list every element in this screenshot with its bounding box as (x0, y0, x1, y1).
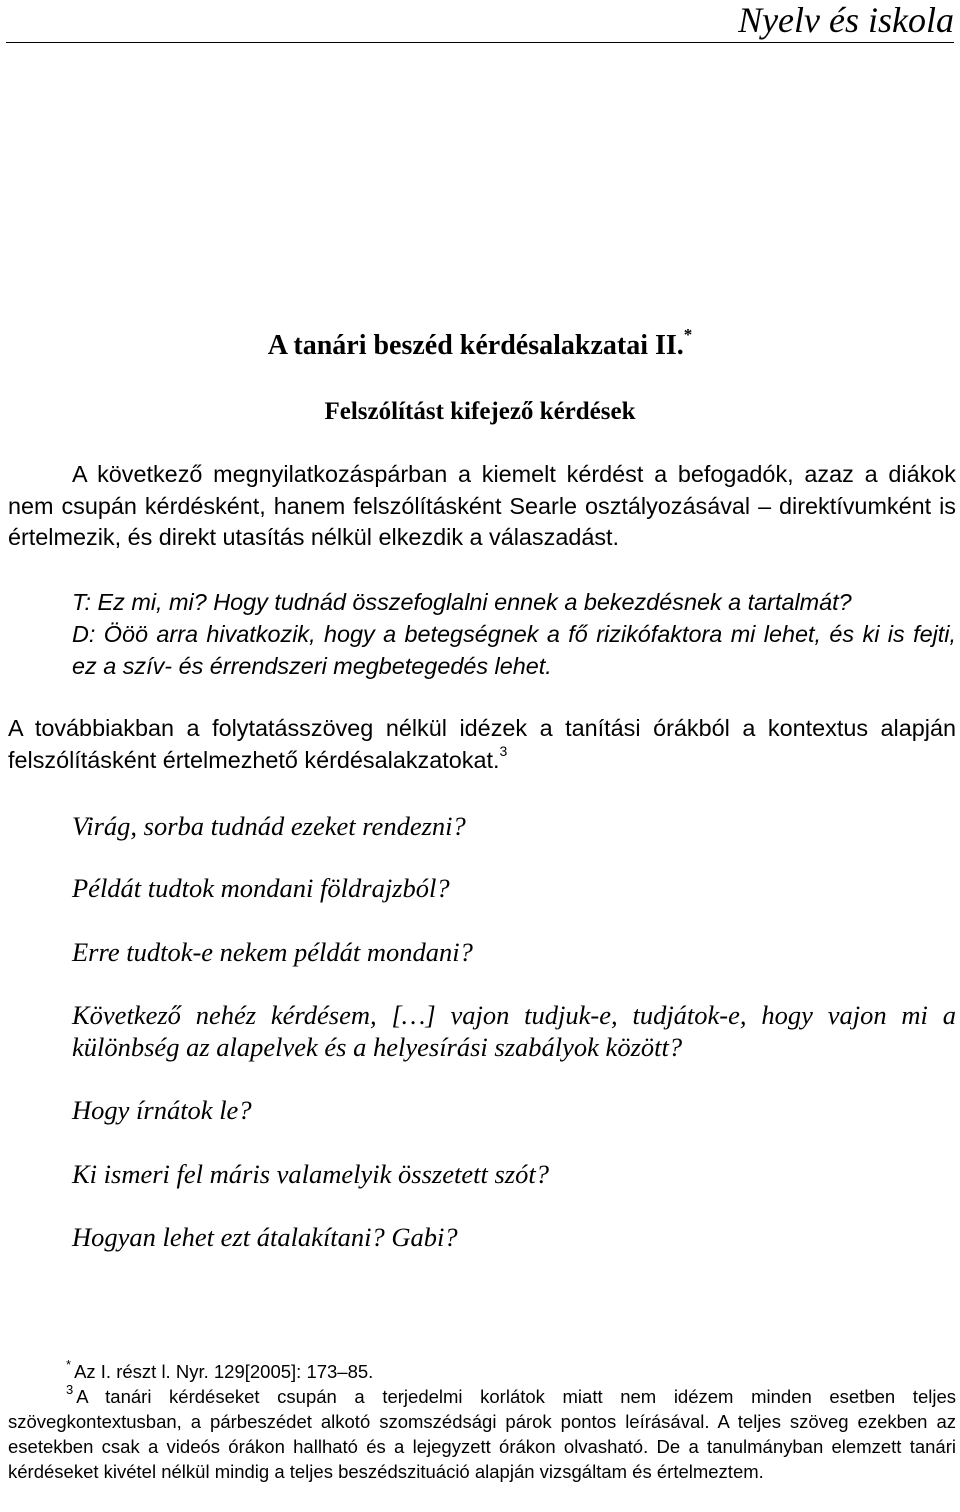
dialog-teacher-line (72, 587, 956, 619)
footnote-reference-3: 3 (499, 742, 508, 759)
footnote-3-text: A tanári kérdéseket csupán a terjedelmi korlátok miatt nem idézem minden esetben teljes szövegkontextusban, a párbeszédet alkotó szomszédsági párok pontos leírásával. A teljes szöveg ezekben az esetekben csak a videós órákon hallható és a lejegyzett órákon olvasható. De a tanulmányban elemzett tanári kérdéseket kivétel nélkül mindig a teljes beszédszituáció alapján vizsgáltam és értelmeztem. (8, 1386, 956, 1482)
quote-item-5: Hogy írnátok le? (72, 1095, 252, 1125)
teacher-prefix: T: Ez mi, mi? (72, 589, 214, 615)
article-title-block (0, 325, 960, 364)
quote-item-1: Virág, sorba tudnád ezeket rendezni? (72, 811, 466, 841)
section-heading: Felszólítást kifejező kérdések (324, 398, 636, 425)
journal-title: Nyelv és iskola (738, 0, 954, 40)
title-footnote-marker: * (683, 325, 693, 344)
footnote-star-mark: * (66, 1357, 72, 1372)
quote-item-3: Erre tudtok-e nekem példát mondani? (72, 937, 473, 967)
intro-paragraph: A következő megnyilatkozáspárban a kiemelt kérdést a befogadók, azaz a diákok nem csupán kérdésként, hanem felszólításként Searle osztályozásával – direktívumként is értelmezik, és direkt utasítás nélkül elkezdik a válaszadást. (8, 461, 956, 550)
footnote-star-text: Az I. részt l. Nyr. 129[2005]: 173–85. (74, 1361, 374, 1382)
quote-item-2: Példát tudtok mondani földrajzból? (72, 873, 450, 903)
second-paragraph-block (8, 713, 956, 776)
footnote-star (8, 1359, 960, 1384)
teacher-question: Hogy tudnád összefoglalni ennek a bekezdésnek a tartalmát? (213, 589, 852, 615)
header-divider (6, 42, 954, 43)
quote-item-7: Hogyan lehet ezt átalakítani? Gabi? (72, 1222, 458, 1252)
footnote-3-mark: 3 (66, 1382, 74, 1397)
dialog-student-line: D: Ööö arra hivatkozik, hogy a betegségnek a fő rizikófaktora mi lehet, és ki is fejti, ez a szív- és érrendszeri megbetegedés lehet. (72, 621, 956, 679)
quote-item-4: Következő nehéz kérdésem, […] vajon tudjuk-e, tudjátok-e, hogy vajon mi a különbség az alapelvek és a helyesírási szabályok között? (72, 1000, 956, 1062)
second-paragraph: A továbbiakban a folytatásszöveg nélkül idézek a tanítási órákból a kontextus alapján felszólításként értelmezhető kérdésalakzatokat. (8, 715, 956, 773)
quote-item-6: Ki ismeri fel máris valamelyik összetett szót? (72, 1159, 549, 1189)
footnote-3 (8, 1384, 956, 1484)
article-title: A tanári beszéd kérdésalakzatai II. (267, 330, 684, 361)
